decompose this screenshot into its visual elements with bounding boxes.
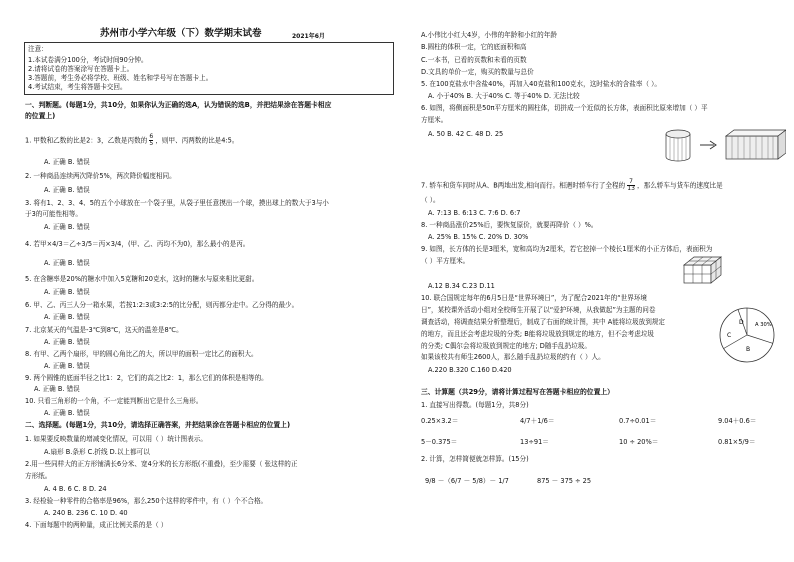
choice-q7-cont: （ ）。 [421, 196, 440, 204]
notice-line: 4.考试结束，考生将答题卡交回。 [28, 83, 127, 91]
choice-q7 [421, 179, 723, 192]
calc-item: 0.81×5/9＝ [718, 438, 756, 446]
notice-box [24, 42, 394, 95]
choice-q4-option-a[interactable]: A.小伟比小红大4岁，小伟的年龄和小红的年龄 [421, 31, 557, 39]
pie-label-d: D [739, 319, 744, 326]
judge-q1-text2: ，则甲、丙两数的比是4:5。 [155, 136, 239, 145]
choice-q9-cont: （ ）平方厘米。 [421, 257, 470, 265]
calc-item: 0.25×3.2＝ [421, 417, 459, 425]
survey-pie-chart [716, 304, 778, 366]
choice-q2-options[interactable]: A. 4 B. 6 C. 8 D. 24 [44, 485, 107, 493]
choice-q1: 1. 如果要反映数量的增减变化情况，可以用（ ）统计图表示。 [25, 435, 207, 443]
fraction [627, 179, 635, 192]
choice-q7-text: 7. 轿车和货车同时从A、B两地出发,相向而行。相遇时轿车行了全程的 [421, 181, 626, 190]
arrow-right-icon [700, 141, 716, 149]
calc-item: 10 ÷ 20%＝ [619, 438, 659, 446]
judge-q3-cont: 于3的可能性相等。 [25, 210, 82, 218]
notice-line: 1.本试卷满分100分，考试时间90分钟。 [28, 56, 148, 64]
judge-q10: 10. 只看三角形的一个角，不一定能判断出它是什么三角形。 [25, 397, 203, 405]
choice-q1-options[interactable]: A.扇形 B.条形 C.折线 D.以上都可以 [44, 448, 150, 456]
exam-date: 2021年6月 [292, 33, 325, 40]
judge-q1 [25, 134, 238, 147]
section-3-title: 三、计算题（共29分，请将计算过程写在答题卡相应的位置上） [421, 388, 614, 396]
section-1-title-cont: 的位置上) [25, 112, 56, 120]
judge-q1-options[interactable]: A. 正确 B. 错误 [44, 158, 90, 166]
choice-q10-options[interactable]: A.220 B.320 C.160 D.420 [428, 366, 512, 374]
judge-q1-text: 1. 甲数和乙数的比是2：3，乙数是丙数的 [25, 136, 148, 145]
numerator: 7 [629, 178, 633, 185]
calc-item: 4/7＋1/6＝ [520, 417, 555, 425]
choice-q9: 9. 如图，长方体的长是3厘米，宽和高均为2厘米，若它挖掉一个棱长1厘米的小正方体后，表面积为 [421, 245, 713, 253]
section-1-title: 一、判断题。(每题1分，共10分，如果你认为正确的选A，认为错误的选B，并把结果涂在答题卡相应 [25, 101, 332, 109]
fraction [149, 134, 153, 147]
choice-q8: 8. 一种商品涨价25%后，要恢复原价，就要再降价（ ）%。 [421, 221, 598, 229]
page-title: 苏州市小学六年级（下）数学期末试卷 [100, 28, 262, 39]
judge-q6-options[interactable]: A. 正确 B. 错误 [44, 313, 90, 321]
pie-label-b: B [746, 346, 751, 353]
calc-expression-1: 9/8 －（6/7 － 5/8）－ 1/7 [425, 477, 509, 485]
notice-line: 3.答题前，考生务必将学校、班级、姓名和学号写在答题卡上。 [28, 74, 213, 82]
choice-q10-line: 调查活动，将调查结果分析整理后，制成了右面的统计图，其中 A能将垃圾放到规定 [421, 318, 665, 326]
calc-item: 0.7÷0.01＝ [619, 417, 657, 425]
choice-q7-options[interactable]: A. 7:13 B. 6:13 C. 7:6 D. 6:7 [428, 209, 521, 217]
choice-q5-options[interactable]: A. 小于40% B. 大于40% C. 等于40% D. 无法比较 [428, 92, 580, 100]
choice-q3-options[interactable]: A. 240 B. 236 C. 10 D. 40 [44, 509, 128, 517]
choice-q6: 6. 如图，将侧面积是50π平方厘米的圆柱体，切拼成一个近似的长方体，表面积比原来增加（ ）平 [421, 104, 708, 112]
choice-q4: 4. 下面每题中的两种量，成正比例关系的是（ ） [25, 521, 168, 529]
choice-q10-line: 如果该校共有师生2600人，那么随手乱扔垃圾的约有（ ）人。 [421, 353, 605, 361]
judge-q8-options[interactable]: A. 正确 B. 错误 [44, 362, 90, 370]
calc-item: 13÷91＝ [520, 438, 549, 446]
choice-q5: 5. 在100克盐水中含盐40%，再加入40克盐和100克水，这时盐水的含盐率（ ）。 [421, 80, 662, 88]
choice-q2: 2.用一些同样大的正方形铺满长6分米、宽4分米的长方形纸(不重叠)，至少需要（ 张这样的正 [25, 460, 298, 468]
choice-q4-option-c[interactable]: C.一本书，已看的页数和未看的页数 [421, 56, 527, 64]
choice-q10-line: 日”，某校课外活动小组对全校师生开展了以“爱护环境，从我做起”为主题的问卷 [421, 306, 656, 314]
calc-item: 9.04＋0.6＝ [718, 417, 757, 425]
denominator: 5 [149, 140, 154, 147]
choice-q4-option-b[interactable]: B.圆柱的体积一定，它的底面积和高 [421, 43, 527, 51]
judge-q7: 7. 北京某天的气温是-3℃到8℃，这天的温差是8℃。 [25, 326, 183, 334]
choice-q10-line: 10. 联合国规定每年的6月5日是“世界环境日”，为了配合2021年的“世界环境 [421, 294, 648, 302]
choice-q9-options[interactable]: A.12 B.34 C.23 D.11 [428, 282, 495, 290]
denominator: 13 [627, 185, 635, 192]
judge-q10-options[interactable]: A. 正确 B. 错误 [44, 409, 90, 417]
judge-q6: 6. 甲、乙、丙三人分一箱水果，若按1:2:3或3:2:5的比分配，则丙都分走中。乙分得的最少。 [25, 301, 299, 309]
judge-q5: 5. 在含糖率是20%的糖水中加入5克糖和20克水，这时的糖水与原来相比更甜。 [25, 275, 259, 283]
judge-q7-options[interactable]: A. 正确 B. 错误 [44, 338, 90, 346]
calc-part-2: 2. 计算，怎样简便就怎样算。(15分) [421, 455, 529, 463]
choice-q10-line: 的分类; C偶尔会将垃圾放到规定的地方; D随手乱扔垃圾。 [421, 342, 591, 350]
calc-part-1: 1. 直接写出得数。(每题1分，共8分) [421, 401, 529, 409]
choice-q6-options[interactable]: A. 50 B. 42 C. 48 D. 25 [428, 130, 504, 138]
section-2-title: 二、选择题。(每题1分，共10分，请选择正确答案，并把结果涂在答题卡相应的位置上) [25, 421, 291, 429]
pie-label-c: C [727, 332, 732, 339]
cuboid-figure [682, 255, 724, 285]
calc-item: 5－0.375＝ [421, 438, 458, 446]
judge-q8: 8. 有甲、乙两个扇形，甲的圆心角比乙的大，所以甲的面积一定比乙的面积大。 [25, 350, 258, 358]
judge-q3-options[interactable]: A. 正确 B. 错误 [44, 223, 90, 231]
choice-q2-cont: 方形纸。 [25, 472, 52, 480]
judge-q4: 4. 若甲×4/3＝乙÷3/5＝丙×3/4，(甲、乙、丙均不为0)，那么最小的是丙。 [25, 240, 250, 248]
choice-q10-line: 的地方，而且还会考虑垃圾的分类; B能将垃圾放到规定的地方，但不会考虑垃圾 [421, 330, 655, 338]
judge-q2-options[interactable]: A. 正确 B. 错误 [44, 186, 90, 194]
notice-line: 2.请将试卷的答案涂写在答题卡上。 [28, 65, 134, 73]
judge-q2: 2. 一种商品连续两次降价5%，两次降价幅度相同。 [25, 172, 176, 180]
cylinder-top [666, 130, 690, 138]
judge-q4-options[interactable]: A. 正确 B. 错误 [44, 259, 90, 267]
choice-q4-option-d[interactable]: D.文具的单价一定，购买的数量与总价 [421, 68, 534, 76]
choice-q7-text2: ，那么轿车与货车的速度比是 [637, 181, 723, 190]
notice-title: 注意： [28, 45, 48, 53]
judge-q9: 9. 两个圆锥的底面半径之比1：2，它们的高之比2：1，那么它们的体积是相等的。 [25, 374, 268, 382]
choice-q6-cont: 方厘米。 [421, 116, 448, 124]
calc-expression-2: 875 － 375 ÷ 25 [537, 477, 592, 485]
judge-q9-options[interactable]: A. 正确 B. 错误 [34, 385, 80, 393]
numerator: 6 [149, 133, 154, 140]
choice-q8-options[interactable]: A. 25% B. 15% C. 20% D. 30% [428, 233, 529, 241]
judge-q3: 3. 将有1、2、3、4、5的五个小球放在一个袋子里，从袋子里任意摸出一个球，摸出球上的数大于3与小 [25, 199, 329, 207]
choice-q3: 3. 经检验一种零件的合格率是96%，那么250个这样的零件中，有（ ）个不合格。 [25, 497, 268, 505]
pie-label-a: A 30% [755, 322, 772, 328]
cylinder-transform-figure [662, 127, 786, 163]
judge-q5-options[interactable]: A. 正确 B. 错误 [44, 288, 90, 296]
cuboid-front [726, 136, 778, 159]
